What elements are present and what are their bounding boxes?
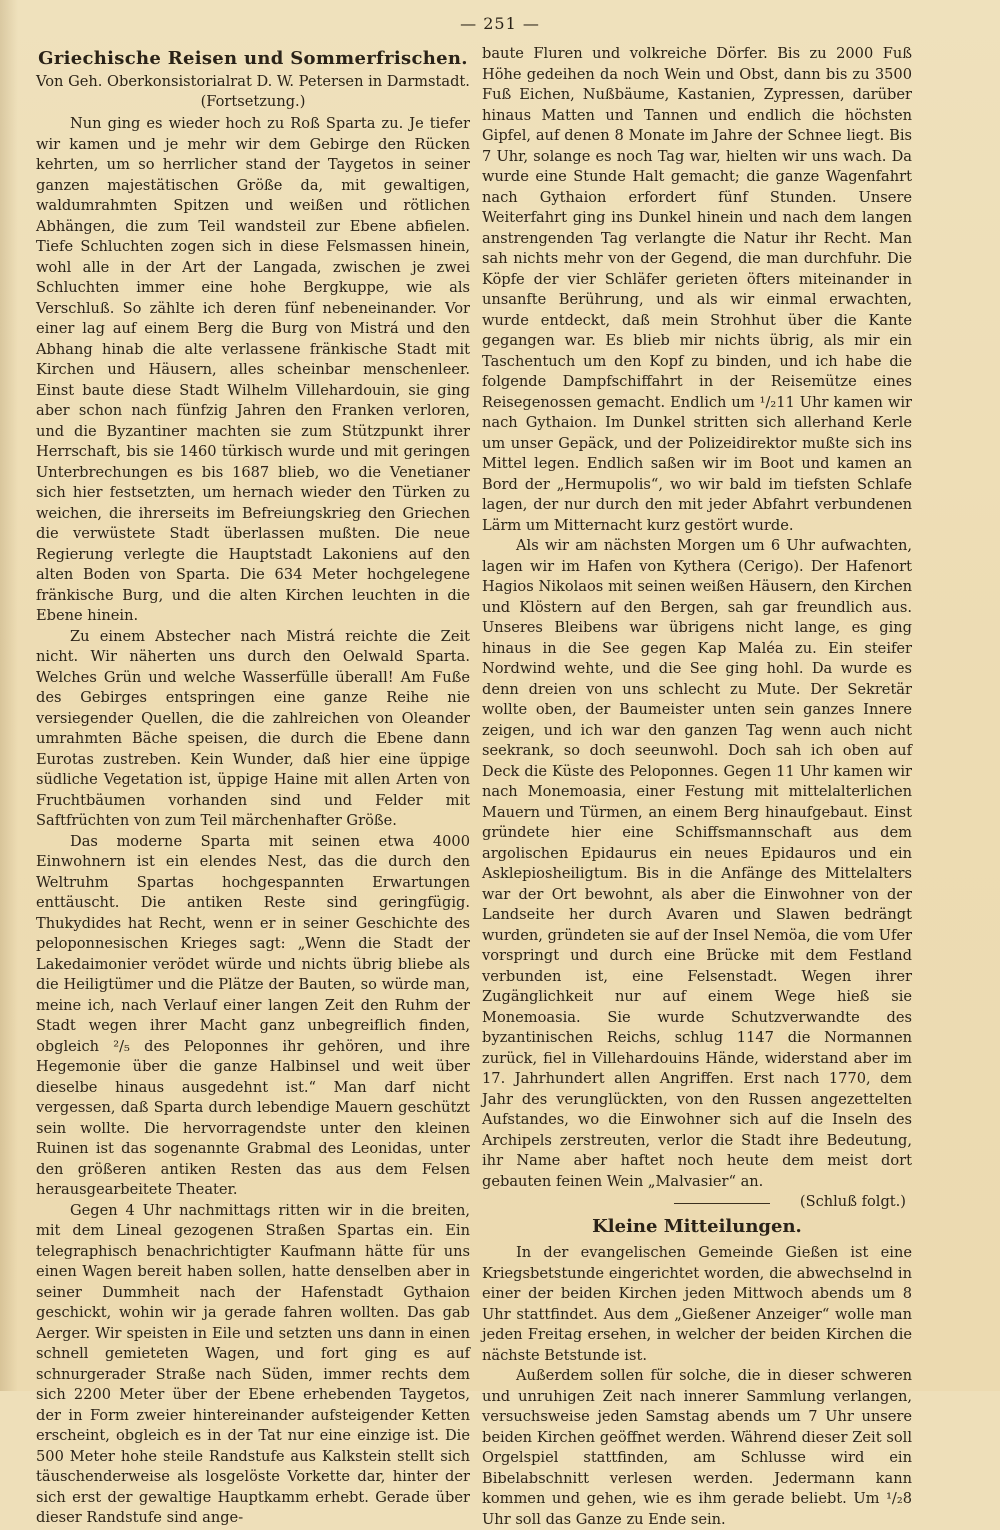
news-paragraph: Außerdem sollen für solche, die in dieser schweren und unruhigen Zeit nach innerer Sammlung verlangen, versuchsweise jeden Samstag abends um 7 Uhr unsere beiden Kirchen geöffnet werden. Während dieser Zeit soll Orgelspiel stattfinden, am Schlusse wird ein Bibelabschnitt verlesen werden. Jedermann kann kommen und gehen, wie es ihm gerade beliebt. Um ¹/₂8 Uhr soll das Ganze zu Ende sein.: [482, 1367, 912, 1528]
right-column: [482, 44, 912, 1530]
article-title: Griechische Reisen und Sommerfrischen.: [38, 48, 468, 69]
article-paragraph: baute Fluren und volkreiche Dörfer. Bis zu 2000 Fuß Höhe gedeihen da noch Wein und Obst, dann bis zu 3500 Fuß Eichen, Nußbäume, Kastanien, Zypressen, darüber hinaus Matten und Tannen und endlich die höchsten Gipfel, auf denen 8 Monate im Jahre der Schnee liegt. Bis 7 Uhr, solange es noch Tag war, hielten wir uns wach. Da wurde eine Stunde Halt gemacht; die ganze Wagenfahrt nach Gythaion erfordert fünf Stunden. Unsere Weiterfahrt ging ins Dunkel hinein und nach dem langen anstrengenden Tag verlangte die Natur ihr Recht. Man sah nichts mehr von der Gegend, die man durchfuhr. Die Köpfe der vier Schläfer gerieten öfters miteinander in unsanfte Berührung, und als wir einmal erwachten, wurde entdeckt, daß mein Strohhut über die Kante gegangen war. Es blieb mir nichts übrig, als mir ein Taschentuch um den Kopf zu binden, und ich habe die folgende Dampfschiffahrt in der Reisemütze eines Reisegenossen gemacht. Endlich um ¹/₂11 Uhr kamen wir nach Gythaion. Im Dunkel stritten sich allerhand Kerle um unser Gepäck, und der Polizeidirektor mußte sich ins Mittel legen. Endlich saßen wir im Boot und kamen an Bord der „Hermupolis“, wo wir bald im tiefsten Schlafe lagen, der nur durch den mit jeder Abfahrt verbundenen Lärm um Mitternacht kurz gestört wurde.: [482, 45, 912, 534]
page-edge-shading: [0, 0, 18, 1391]
article-paragraph: Das moderne Sparta mit seinen etwa 4000 Einwohnern ist ein elendes Nest, das die durch den Weltruhm Spartas hochgespannten Erwartungen enttäuscht. Die antiken Reste sind geringfügig. Thukydides hat Recht, wenn er in seiner Geschichte des peloponnesischen Krieges sagt: „Wenn die Stadt der Lakedaimonier verödet würde und nichts übrig bliebe als die Heiligtümer und die Plätze der Bauten, so würde man, meine ich, nach Verlauf einer langen Zeit den Ruhm der Stadt wegen ihrer Macht ganz unbegreiflich finden, obgleich ²/₅ des Peloponnes ihr gehören, und ihre Hegemonie über die ganze Halbinsel und weit über dieselbe hinaus ausgedehnt ist.“ Man darf nicht vergessen, daß Sparta durch lebendige Mauern geschützt sein wollte. Die hervorragendste unter den kleinen Ruinen ist das sogenannte Grabmal des Leonidas, unter den größeren antiken Resten das aus dem Felsen herausgearbeitete Theater.: [36, 832, 470, 1198]
to-be-continued-note: (Schluß folgt.): [799, 1193, 906, 1210]
end-rule: [674, 1203, 770, 1204]
article-paragraph: Nun ging es wieder hoch zu Roß Sparta zu. Je tiefer wir kamen und je mehr wir dem Gebirge den Rücken kehrten, um so herrlicher stand der Taygetos in seiner ganzen majestätischen Größe da, mit gewaltigen, waldumrahmten Spitzen und weißen und rötlichen Abhängen, die zum Teil wandsteil zur Ebene abfielen. Tiefe Schluchten zogen sich in diese Felsmassen hinein, wohl alle in der Art der Langada, zwischen je zwei Schluchten immer eine hohe Bergkuppe, wie als Verschluß. So zählte ich deren fünf nebeneinander. Vor einer lag auf einem Berg die Burg von Mistrá und den Abhang hinab die alte verlassene fränkische Stadt mit Kirchen und Häusern, alles scheinbar menschenleer. Einst baute diese Stadt Wilhelm Villehardouin, sie ging aber schon nach fünfzig Jahren den Franken verloren, und die Byzantiner machten sie zum Stützpunkt ihrer Herrschaft, bis sie 1460 türkisch wurde und mit geringen Unterbrechungen es bis 1687 blieb, wo die Venetianer sich hier festsetzten, um hernach wieder den Türken zu weichen, die ihrerseits im Befreiungskrieg den Griechen die verwüstete Stadt überlassen mußten. Die neue Regierung verlegte die Hauptstadt Lakoniens auf den alten Boden von Sparta. Die 634 Meter hochgelegene fränkische Burg, und die alten Kirchen leuchten in die Ebene hinein.: [36, 115, 470, 624]
page-number: — 251 —: [460, 14, 540, 33]
continuation-note: (Fortsetzung.): [200, 93, 306, 110]
left-column: [36, 44, 470, 1529]
news-paragraph: In der evangelischen Gemeinde Gießen ist eine Kriegsbetstunde eingerichtet worden, die abwechselnd in einer der beiden Kirchen jeden Mittwoch abends um 8 Uhr stattfindet. Aus dem „Gießener Anzeiger“ wolle man jeden Freitag ersehen, in welcher der beiden Kirchen die nächste Betstunde ist.: [482, 1244, 912, 1364]
article-author: Von Geh. Oberkonsistorialrat D. W. Petersen in Darmstadt.: [36, 73, 470, 90]
article-paragraph: Als wir am nächsten Morgen um 6 Uhr aufwachten, lagen wir im Hafen von Kythera (Cerigo). Der Hafenort Hagios Nikolaos mit seinen weißen Häusern, den Kirchen und Klöstern auf den Bergen, sah gar freundlich aus. Unseres Bleibens war übrigens nicht lange, es ging hinaus in die See gegen Kap Maléa zu. Ein steifer Nordwind wehte, und die See ging hohl. Da wurde es denn dreien von uns schlecht zu Mute. Der Sekretär wollte oben, der Baumeister unten sein ganzes Innere zeigen, und ich war den ganzen Tag wenn auch nicht seekrank, so doch seeunwohl. Doch sah ich oben auf Deck die Küste des Peloponnes. Gegen 11 Uhr kamen wir nach Monemoasia, einer Festung mit mittelalterlichen Mauern und Türmen, an einem Berg hinaufgebaut. Einst gründete hier eine Schiffsmannschaft aus dem argolischen Epidaurus ein neues Epidauros und ein Asklepiosheiligtum. Bis in die Anfänge des Mittelalters war der Ort bewohnt, als aber die Einwohner von der Landseite her durch Avaren und Slawen bedrängt wurden, gründeten sie auf der Insel Nemöa, die vom Ufer vorspringt und durch eine Brücke mit dem Festland verbunden ist, eine Felsenstadt. Wegen ihrer Zugänglichkeit nur auf einem Wege hieß sie Monemoasia. Sie wurde Schutzverwandte des byzantinischen Reichs, schlug 1147 die Normannen zurück, fiel in Villehardouins Hände, widerstand aber im 17. Jahrhundert allen Angriffen. Erst nach 1770, dem Jahr des verunglückten, von den Russen angezettelten Aufstandes, wo die Einwohner sich auf die Inseln des Archipels zerstreuten, verlor die Stadt ihre Bedeutung, ihr Name aber haftet noch heute dem meist dort gebauten feinen Wein „Malvasier“ an.: [482, 537, 912, 1190]
news-section-title: Kleine Mitteilungen.: [592, 1216, 802, 1237]
article-end-line: [482, 1192, 912, 1213]
article-paragraph: Gegen 4 Uhr nachmittags ritten wir in die breiten, mit dem Lineal gezogenen Straßen Spartas ein. Ein telegraphisch benachrichtigter Kaufmann hätte für uns einen Wagen bereit haben sollen, hatte denselben aber in seiner Dummheit nach der Hafenstadt Gythaion geschickt, wohin wir ja gerade fahren wollten. Das gab Aerger. Wir speisten in Eile und setzten uns dann in einen schnell gemieteten Wagen, und fort ging es auf schnurgerader Straße nach Süden, immer rechts dem sich 2200 Meter über der Ebene erhebenden Taygetos, der in Form zweier hintereinander aufsteigender Ketten erscheint, obgleich es in der Tat nur eine einzige ist. Die 500 Meter hohe steile Randstufe aus Kalkstein stellt sich täuschenderweise als losgelöste Vorkette dar, hinter der sich erst der gewaltige Hauptkamm erhebt. Gerade über dieser Randstufe sind ange-: [36, 1201, 470, 1526]
article-paragraph: Zu einem Abstecher nach Mistrá reichte die Zeit nicht. Wir näherten uns durch den Oelwald Sparta. Welches Grün und welche Wasserfülle überall! Am Fuße des Gebirges entspringen eine ganze Reihe nie versiegender Quellen, die die zahlreichen von Oleander umrahmten Bäche speisen, die durch die Ebene dann Eurotas zustreben. Kein Wunder, daß hier eine üppige südliche Vegetation ist, üppige Haine mit allen Arten von Fruchtbäumen vorhanden sind und Felder mit Saftfrüchten von zum Teil märchenhafter Größe.: [36, 627, 470, 829]
